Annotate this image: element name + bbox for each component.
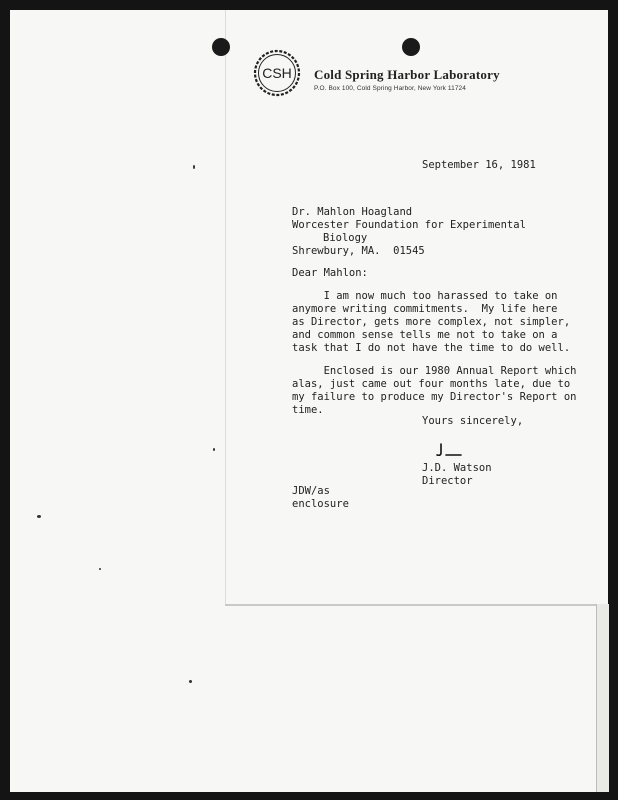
signer-title: Director <box>422 475 473 487</box>
body-line: I am now much too harassed to take on <box>292 290 558 302</box>
signer-name: J.D. Watson <box>422 462 492 474</box>
organization-name: Cold Spring Harbor Laboratory <box>314 67 500 82</box>
body-line: as Director, gets more complex, not simpler, <box>292 316 571 328</box>
scan-speck <box>99 568 101 570</box>
signature-icon <box>433 443 465 459</box>
punch-hole-left <box>212 38 230 56</box>
body-line: anymore writing commitments. My life here <box>292 303 558 315</box>
csh-logo-icon <box>252 48 302 98</box>
scan-speck <box>189 680 192 683</box>
enclosure-note: enclosure <box>292 498 349 510</box>
body-line: and common sense tells me not to take on a <box>292 329 558 341</box>
body-line: Enclosed is our 1980 Annual Report which <box>292 365 577 377</box>
logo-text: CSH <box>262 65 292 81</box>
body-line: task that I do not have the time to do well. <box>292 342 571 354</box>
scan-speck <box>213 448 215 451</box>
page-edge-line <box>225 10 226 604</box>
salutation: Dear Mahlon: <box>292 267 368 279</box>
closing: Yours sincerely, <box>422 415 524 427</box>
underlying-sheet-edge <box>225 604 605 606</box>
reference-initials: JDW/as <box>292 485 330 497</box>
recipient-institution-cont: Biology <box>323 232 368 244</box>
scan-speck <box>37 515 41 518</box>
punch-hole-right <box>402 38 420 56</box>
underlying-sheet-margin <box>596 604 609 792</box>
recipient-institution: Worcester Foundation for Experimental <box>292 219 526 231</box>
organization-address: P.O. Box 100, Cold Spring Harbor, New York 11724 <box>314 85 466 92</box>
body-line: time. <box>292 404 324 416</box>
recipient-city: Shrewbury, MA. 01545 <box>292 245 425 257</box>
body-line: my failure to produce my Director's Report on <box>292 391 577 403</box>
body-line: alas, just came out four months late, due to <box>292 378 571 390</box>
scan-speck <box>193 165 195 169</box>
recipient-name: Dr. Mahlon Hoagland <box>292 206 413 218</box>
letter-date: September 16, 1981 <box>422 159 536 171</box>
